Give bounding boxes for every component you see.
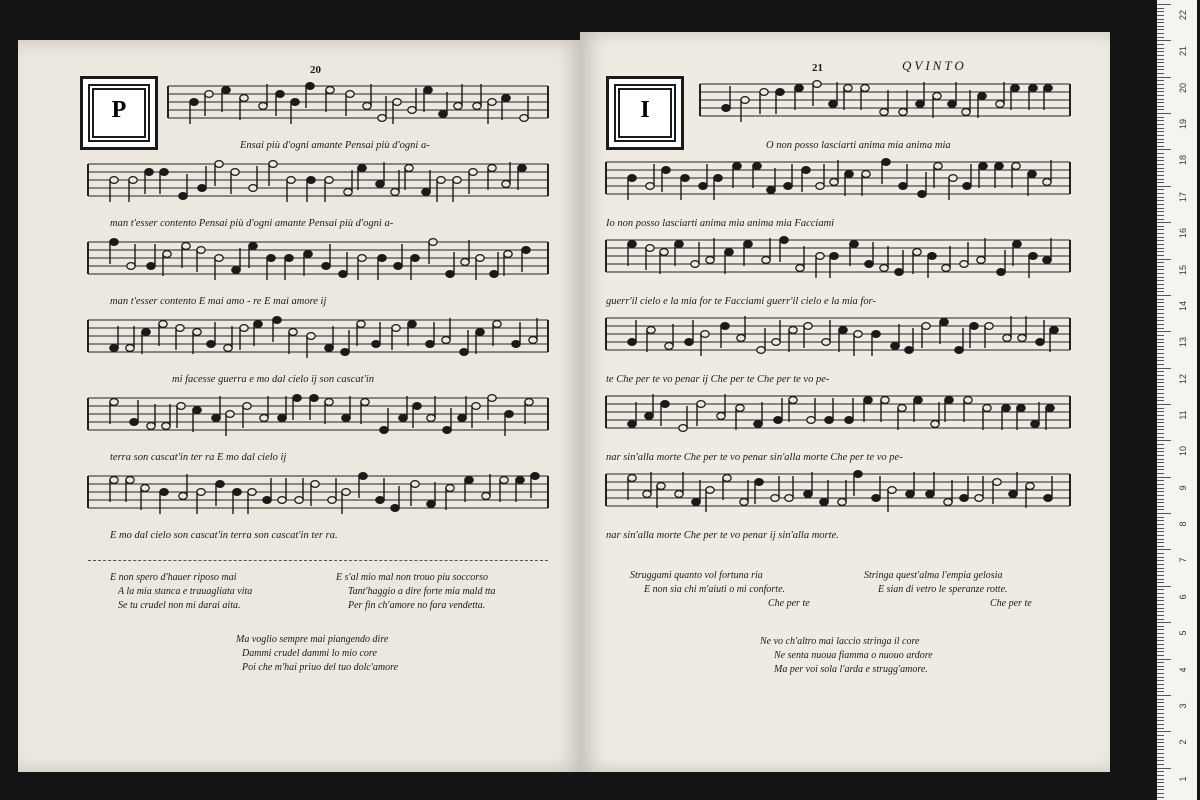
- ruler-tick: [1157, 699, 1164, 700]
- ruler-tick: [1157, 608, 1164, 609]
- ruler-tick: [1157, 513, 1171, 514]
- ruler-tick: [1157, 422, 1164, 423]
- lyric-line-left-1: Ensai più d'ogni amante Pensai più d'ogni a-: [240, 140, 430, 151]
- ruler-number: 9: [1178, 485, 1188, 491]
- ruler-tick: [1157, 604, 1164, 605]
- ruler-tick: [1157, 69, 1164, 70]
- lyric-line-left-2: man t'esser contento Pensai più d'ogni amante Pensai più d'ogni a-: [110, 218, 394, 229]
- ruler-tick: [1157, 495, 1164, 496]
- ruler-tick: [1157, 324, 1164, 325]
- ruler-tick: [1157, 357, 1164, 358]
- ruler-tick: [1157, 291, 1164, 292]
- ruler-tick: [1157, 459, 1164, 460]
- ruler-number: 8: [1178, 521, 1188, 527]
- ruler-tick: [1157, 771, 1164, 772]
- ruler-tick: [1157, 139, 1164, 140]
- ruler-tick: [1157, 266, 1164, 267]
- ruler-tick: [1157, 302, 1164, 303]
- ruler-tick: [1157, 404, 1171, 405]
- ruler-tick: [1157, 564, 1164, 565]
- ruler-tick: [1157, 182, 1164, 183]
- ruler-tick: [1157, 349, 1164, 350]
- ruler-tick: [1157, 666, 1164, 667]
- ruler-tick: [1157, 593, 1164, 594]
- ruler-tick: [1157, 644, 1164, 645]
- ruler-tick: [1157, 648, 1164, 649]
- ruler-tick: [1157, 40, 1171, 41]
- ruler-tick: [1157, 248, 1164, 249]
- verse-left-c-1: Ma voglio sempre mai piangendo dire: [236, 634, 389, 645]
- ruler-tick: [1157, 11, 1164, 12]
- ruler-tick: [1157, 371, 1164, 372]
- ruler-tick: [1157, 779, 1164, 780]
- ruler-tick: [1157, 419, 1164, 420]
- lyric-line-left-5: terra son cascat'in ter ra E mo dal cielo ij: [110, 452, 287, 463]
- ruler-tick: [1157, 208, 1164, 209]
- left-page: [18, 40, 583, 772]
- ruler-tick: [1157, 560, 1164, 561]
- ruler-tick: [1157, 764, 1164, 765]
- ruler-tick: [1157, 626, 1164, 627]
- ruler-tick: [1157, 313, 1164, 314]
- ruler-tick: [1157, 255, 1164, 256]
- ruler-tick: [1157, 160, 1164, 161]
- ruler-tick: [1157, 306, 1164, 307]
- ruler-tick: [1157, 295, 1171, 296]
- ruler-tick: [1157, 99, 1164, 100]
- ruler-tick: [1157, 724, 1164, 725]
- ruler-number: 1: [1178, 776, 1188, 782]
- ruler-tick: [1157, 691, 1164, 692]
- ruler-tick: [1157, 335, 1164, 336]
- ruler-number: 18: [1178, 155, 1188, 166]
- ruler-tick: [1157, 299, 1164, 300]
- ruler-tick: [1157, 659, 1171, 660]
- ruler-number: 22: [1178, 10, 1188, 21]
- verse-left-a-2: A la mia stanca e trauagliata vita: [118, 586, 253, 597]
- ruler-tick: [1157, 720, 1164, 721]
- ruler-number: 3: [1178, 703, 1188, 709]
- ruler-tick: [1157, 219, 1164, 220]
- lyric-line-left-3: man t'esser contento E mai amo - re E mai amore ij: [110, 296, 327, 307]
- ruler-tick: [1157, 317, 1164, 318]
- ruler-tick: [1157, 524, 1164, 525]
- ruler-tick: [1157, 480, 1164, 481]
- ruler-tick: [1157, 393, 1164, 394]
- ruler-tick: [1157, 120, 1164, 121]
- ruler-tick: [1157, 320, 1164, 321]
- ruler-tick: [1157, 259, 1171, 260]
- verse-right-c-2: Ne senta nuoua fiamma o nuouo ardore: [774, 650, 933, 661]
- ruler-tick: [1157, 742, 1164, 743]
- ruler-tick: [1157, 746, 1164, 747]
- ruler-tick: [1157, 448, 1164, 449]
- ruler-tick: [1157, 48, 1164, 49]
- ruler-tick: [1157, 749, 1164, 750]
- staves-right: [580, 32, 1110, 552]
- ruler-tick: [1157, 640, 1164, 641]
- lyric-line-right-3: guerr'il cielo e la mia for te Facciami guerr'il cielo e la mia for-: [606, 296, 876, 307]
- ruler-tick: [1157, 226, 1164, 227]
- ruler-tick: [1157, 739, 1164, 740]
- ruler-tick: [1157, 29, 1164, 30]
- ruler-tick: [1157, 622, 1171, 623]
- ruler-number: 11: [1178, 410, 1188, 420]
- ruler-tick: [1157, 553, 1164, 554]
- initial-letter-left: P: [111, 97, 127, 123]
- ruler-tick: [1157, 262, 1164, 263]
- ruler-tick: [1157, 440, 1171, 441]
- lyric-line-right-2: Io non posso lasciarti anima mia anima mia Facciami: [606, 218, 835, 229]
- ruler-number: 10: [1178, 446, 1188, 457]
- ruler-tick: [1157, 237, 1164, 238]
- ruler-tick: [1157, 768, 1171, 769]
- ruler-tick: [1157, 19, 1164, 20]
- ruler-tick: [1157, 168, 1164, 169]
- ruler-tick: [1157, 426, 1164, 427]
- ruler-tick: [1157, 619, 1164, 620]
- ruler-tick: [1157, 437, 1164, 438]
- ruler-tick: [1157, 288, 1164, 289]
- ruler-tick: [1157, 157, 1164, 158]
- ruler-tick: [1157, 786, 1164, 787]
- ruler-tick: [1157, 386, 1164, 387]
- verse-right-a-2: E non sia chi m'aiuti o mi conforte.: [644, 584, 786, 595]
- ruler-tick: [1157, 568, 1164, 569]
- ruler-tick: [1157, 211, 1164, 212]
- ruler-tick: [1157, 709, 1164, 710]
- ruler-tick: [1157, 84, 1164, 85]
- ruler-tick: [1157, 179, 1164, 180]
- verse-right-c-1: Ne vo ch'altro mai laccio stringa il core: [760, 636, 920, 647]
- ruler-tick: [1157, 280, 1164, 281]
- ruler-tick: [1157, 680, 1164, 681]
- ruler-tick: [1157, 55, 1164, 56]
- ruler-tick: [1157, 346, 1164, 347]
- ruler-tick: [1157, 4, 1171, 5]
- ruler-tick: [1157, 26, 1164, 27]
- ruler-tick: [1157, 22, 1164, 23]
- verse-right-b-3: Che per te: [990, 598, 1032, 609]
- ruler-tick: [1157, 797, 1164, 798]
- ruler-tick: [1157, 455, 1164, 456]
- ruler-tick: [1157, 309, 1164, 310]
- ruler-tick: [1157, 713, 1164, 714]
- ruler-tick: [1157, 557, 1164, 558]
- ruler-tick: [1157, 444, 1164, 445]
- lyric-line-right-5: nar sin'alla morte Che per te vo penar sin'alla morte Che per te vo pe-: [606, 452, 903, 463]
- ruler-tick: [1157, 531, 1164, 532]
- ruler-tick: [1157, 637, 1164, 638]
- ruler-tick: [1157, 251, 1164, 252]
- ruler-tick: [1157, 757, 1164, 758]
- ruler-tick: [1157, 775, 1164, 776]
- ruler-tick: [1157, 477, 1171, 478]
- ruler-tick: [1157, 517, 1164, 518]
- ruler-tick: [1157, 149, 1171, 150]
- ruler-number: 21: [1178, 46, 1188, 57]
- ruler-tick: [1157, 142, 1164, 143]
- ruler-tick: [1157, 731, 1171, 732]
- ruler-tick: [1157, 389, 1164, 390]
- folio-right: 21: [812, 62, 823, 74]
- ruler-number: 12: [1178, 373, 1188, 384]
- ruler-tick: [1157, 509, 1164, 510]
- ruler-tick: [1157, 520, 1164, 521]
- ruler-tick: [1157, 579, 1164, 580]
- ruler-tick: [1157, 717, 1164, 718]
- ruler-tick: [1157, 186, 1171, 187]
- ruler-tick: [1157, 37, 1164, 38]
- ruler-tick: [1157, 549, 1171, 550]
- ruler-tick: [1157, 782, 1164, 783]
- verse-right-b-1: Stringa quest'alma l'empia gelosia: [864, 570, 1003, 581]
- ruler-tick: [1157, 677, 1164, 678]
- verse-left-c-2: Dammi crudel dammi lo mio core: [242, 648, 377, 659]
- ruler-tick: [1157, 135, 1164, 136]
- ruler-tick: [1157, 728, 1164, 729]
- ruler-tick: [1157, 339, 1164, 340]
- ruler-number: 20: [1178, 82, 1188, 93]
- ruler-tick: [1157, 706, 1164, 707]
- ruler-tick: [1157, 673, 1164, 674]
- ruler-tick: [1157, 328, 1164, 329]
- ruler-tick: [1157, 284, 1164, 285]
- ruler-tick: [1157, 193, 1164, 194]
- ruler-tick: [1157, 400, 1164, 401]
- ruler-tick: [1157, 735, 1164, 736]
- ruler-tick: [1157, 331, 1171, 332]
- ruler-number: 7: [1178, 557, 1188, 563]
- ruler-number: 15: [1178, 264, 1188, 275]
- ruler-tick: [1157, 688, 1164, 689]
- ruler-tick: [1157, 375, 1164, 376]
- ruler-tick: [1157, 364, 1164, 365]
- ruler-tick: [1157, 200, 1164, 201]
- ruler-tick: [1157, 633, 1164, 634]
- ruler-tick: [1157, 535, 1164, 536]
- ruler-tick: [1157, 506, 1164, 507]
- ruler-tick: [1157, 360, 1164, 361]
- ruler-tick: [1157, 499, 1164, 500]
- ruler-tick: [1157, 469, 1164, 470]
- ruler-tick: [1157, 466, 1164, 467]
- ruler-tick: [1157, 8, 1164, 9]
- ruler-tick: [1157, 542, 1164, 543]
- ruler-tick: [1157, 502, 1164, 503]
- ruler-tick: [1157, 189, 1164, 190]
- ruler-tick: [1157, 233, 1164, 234]
- ruler-tick: [1157, 95, 1164, 96]
- ruler-tick: [1157, 408, 1164, 409]
- ruler-tick: [1157, 59, 1164, 60]
- ruler-tick: [1157, 353, 1164, 354]
- ruler-tick: [1157, 669, 1164, 670]
- ruler-number: 17: [1178, 191, 1188, 202]
- verse-left-c-3: Poi che m'hai priuo del tuo dolc'amore: [242, 662, 399, 673]
- ruler-tick: [1157, 528, 1164, 529]
- ruler-tick: [1157, 15, 1164, 16]
- measuring-ruler: [1157, 0, 1197, 800]
- ruler-tick: [1157, 197, 1164, 198]
- ruler-tick: [1157, 153, 1164, 154]
- ruler-tick: [1157, 77, 1171, 78]
- ruler-number: 2: [1178, 739, 1188, 745]
- ruler-tick: [1157, 655, 1164, 656]
- ruler-tick: [1157, 429, 1164, 430]
- ruler-tick: [1157, 702, 1164, 703]
- ruler-tick: [1157, 277, 1164, 278]
- ruler-tick: [1157, 66, 1164, 67]
- ruler-tick: [1157, 342, 1164, 343]
- ruler-tick: [1157, 33, 1164, 34]
- lyric-line-left-4: mi facesse guerra e mo dal cielo ij son cascat'in: [172, 374, 375, 385]
- ruler-tick: [1157, 175, 1164, 176]
- verse-right-b-2: E sian di vetro le speranze rotte.: [878, 584, 1008, 595]
- ruler-tick: [1157, 484, 1164, 485]
- ruler-tick: [1157, 488, 1164, 489]
- ruler-tick: [1157, 51, 1164, 52]
- ruler-tick: [1157, 684, 1164, 685]
- verse-left-b-2: Tant'haggio a dire forte mia mald tta: [348, 586, 496, 597]
- ruler-tick: [1157, 575, 1164, 576]
- ruler-number: 16: [1178, 228, 1188, 239]
- ruler-number: 6: [1178, 594, 1188, 600]
- ruler-tick: [1157, 106, 1164, 107]
- ruler-tick: [1157, 146, 1164, 147]
- verse-left-b-3: Per fin ch'amore no fara vendetta.: [348, 600, 486, 611]
- ruler-tick: [1157, 124, 1164, 125]
- ruler-tick: [1157, 586, 1171, 587]
- ruler-tick: [1157, 597, 1164, 598]
- ruler-tick: [1157, 546, 1164, 547]
- verse-right-a-1: Struggami quanto vol fortuna ria: [630, 570, 763, 581]
- voice-label: QVINTO: [902, 58, 967, 73]
- ruler-tick: [1157, 91, 1164, 92]
- lyric-line-right-6: nar sin'alla morte Che per te vo penar ij sin'alla morte.: [606, 530, 839, 541]
- ruler-tick: [1157, 215, 1164, 216]
- ruler-number: 19: [1178, 119, 1188, 130]
- ruler-tick: [1157, 589, 1164, 590]
- ruler-tick: [1157, 473, 1164, 474]
- ruler-tick: [1157, 415, 1164, 416]
- ruler-tick: [1157, 651, 1164, 652]
- ruler-tick: [1157, 244, 1164, 245]
- ruler-tick: [1157, 629, 1164, 630]
- ruler-number: 5: [1178, 630, 1188, 636]
- ruler-tick: [1157, 539, 1164, 540]
- ruler-tick: [1157, 109, 1164, 110]
- ruler-tick: [1157, 273, 1164, 274]
- ruler-tick: [1157, 379, 1164, 380]
- verse-left-b-1: E s'al mio mal non trouo piu soccorso: [336, 572, 489, 583]
- ruler-tick: [1157, 204, 1164, 205]
- initial-letter-right: I: [640, 97, 650, 123]
- ruler-tick: [1157, 462, 1164, 463]
- ruler-tick: [1157, 382, 1164, 383]
- ruler-tick: [1157, 128, 1164, 129]
- ruler-tick: [1157, 88, 1164, 89]
- ruler-tick: [1157, 269, 1164, 270]
- ruler-number: 14: [1178, 300, 1188, 311]
- ruler-number: 4: [1178, 667, 1188, 673]
- ruler-tick: [1157, 131, 1164, 132]
- verse-right-c-3: Ma per voi sola l'arda e strugg'amore.: [774, 664, 928, 675]
- ruler-tick: [1157, 582, 1164, 583]
- ruler-tick: [1157, 171, 1164, 172]
- ruler-tick: [1157, 113, 1171, 114]
- verse-left-a-1: E non spero d'hauer riposo mai: [110, 572, 237, 583]
- ruler-tick: [1157, 368, 1171, 369]
- ruler-tick: [1157, 102, 1164, 103]
- ruler-tick: [1157, 571, 1164, 572]
- ruler-tick: [1157, 753, 1164, 754]
- ruler-tick: [1157, 73, 1164, 74]
- folio-left: 20: [310, 64, 321, 76]
- divider-left: [88, 560, 548, 562]
- ruler-tick: [1157, 662, 1164, 663]
- lyric-line-right-4: te Che per te vo penar ij Che per te Che per te vo pe-: [606, 374, 830, 385]
- ruler-tick: [1157, 229, 1164, 230]
- ruler-tick: [1157, 760, 1164, 761]
- ruler-tick: [1157, 451, 1164, 452]
- ruler-tick: [1157, 789, 1164, 790]
- lyric-line-right-1: O non posso lasciarti anima mia anima mia: [766, 140, 951, 151]
- ruler-tick: [1157, 600, 1164, 601]
- right-page: [580, 32, 1110, 772]
- ruler-tick: [1157, 433, 1164, 434]
- ruler-tick: [1157, 611, 1164, 612]
- ruler-tick: [1157, 695, 1171, 696]
- ruler-tick: [1157, 44, 1164, 45]
- ruler-tick: [1157, 117, 1164, 118]
- ruler-tick: [1157, 793, 1164, 794]
- lyric-line-left-6: E mo dal cielo son cascat'in terra son cascat'in ter ra.: [110, 530, 338, 541]
- ruler-tick: [1157, 80, 1164, 81]
- verse-left-a-3: Se tu crudel non mi darai aita.: [118, 600, 241, 611]
- ruler-tick: [1157, 62, 1164, 63]
- ruler-tick: [1157, 240, 1164, 241]
- ruler-tick: [1157, 397, 1164, 398]
- ruler-number: 13: [1178, 337, 1188, 348]
- ruler-tick: [1157, 411, 1164, 412]
- ruler-tick: [1157, 222, 1171, 223]
- ruler-tick: [1157, 164, 1164, 165]
- verse-right-a-3: Che per te: [768, 598, 810, 609]
- ruler-tick: [1157, 615, 1164, 616]
- ruler-tick: [1157, 491, 1164, 492]
